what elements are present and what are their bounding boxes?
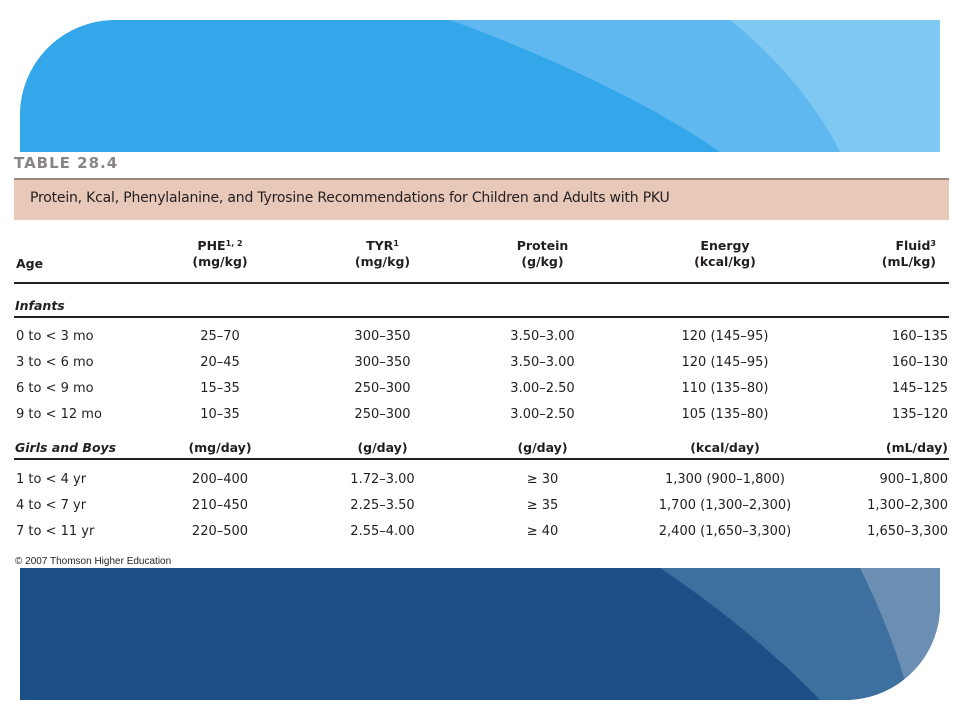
header-tyr-footnote: 1 — [393, 239, 399, 248]
header-fluid-unit: (mL/kg) — [881, 254, 936, 269]
header-energy — [640, 238, 810, 270]
cell-energy: 110 (135–80) — [681, 381, 769, 396]
cell-fluid: 1,300–2,300 — [867, 498, 948, 513]
unit-tyr: (g/day) — [357, 440, 408, 455]
cell-energy: 1,300 (900–1,800) — [664, 472, 786, 487]
header-fluid — [840, 238, 936, 270]
cell-protein: 3.00–2.50 — [510, 381, 575, 396]
cell-age: 3 to < 6 mo — [16, 355, 94, 370]
cell-energy: 120 (145–95) — [681, 355, 769, 370]
cell-age: 9 to < 12 mo — [16, 407, 102, 422]
bottom-banner-swoosh — [20, 568, 940, 700]
header-protein — [495, 238, 590, 270]
cell-age: 1 to < 4 yr — [16, 472, 87, 487]
header-fluid-label: Fluid — [895, 238, 931, 253]
unit-phe: (mg/day) — [188, 440, 252, 455]
unit-energy: (kcal/day) — [690, 440, 760, 455]
header-energy-unit: (kcal/kg) — [694, 254, 756, 269]
top-banner-swoosh — [20, 20, 940, 152]
cell-phe: 20–45 — [200, 355, 240, 370]
cell-phe: 210–450 — [191, 498, 249, 513]
cell-phe: 220–500 — [191, 524, 249, 539]
table-title-bar — [14, 178, 949, 220]
section-girls-boys-rule — [14, 458, 949, 460]
cell-fluid: 160–130 — [891, 355, 948, 370]
header-age: Age — [16, 256, 44, 271]
cell-protein: ≥ 40 — [526, 524, 559, 539]
cell-age: 7 to < 11 yr — [16, 524, 95, 539]
section-infants-label: Infants — [15, 298, 65, 313]
copyright-notice: © 2007 Thomson Higher Education — [15, 556, 172, 567]
header-phe-label: PHE — [197, 238, 226, 253]
header-tyr-label: TYR — [366, 238, 394, 253]
header-phe-unit: (mg/kg) — [192, 254, 248, 269]
cell-protein: ≥ 35 — [526, 498, 559, 513]
unit-protein: (g/day) — [517, 440, 568, 455]
section-infants-rule — [14, 316, 949, 318]
cell-tyr: 300–350 — [354, 329, 411, 344]
cell-phe: 10–35 — [200, 407, 240, 422]
cell-tyr: 250–300 — [354, 407, 411, 422]
cell-age: 6 to < 9 mo — [16, 381, 94, 396]
cell-tyr: 250–300 — [354, 381, 411, 396]
header-tyr — [335, 238, 430, 270]
unit-fluid: (mL/day) — [885, 440, 948, 455]
header-protein-unit: (g/kg) — [521, 254, 564, 269]
cell-energy: 105 (135–80) — [681, 407, 769, 422]
cell-age: 0 to < 3 mo — [16, 329, 94, 344]
header-rule — [14, 282, 949, 284]
cell-tyr: 2.25–3.50 — [350, 498, 415, 513]
cell-fluid: 145–125 — [891, 381, 948, 396]
cell-energy: 2,400 (1,650–3,300) — [658, 524, 792, 539]
header-energy-label: Energy — [700, 238, 750, 253]
cell-energy: 120 (145–95) — [681, 329, 769, 344]
header-fluid-footnote: 3 — [930, 239, 936, 248]
cell-protein: 3.50–3.00 — [510, 329, 575, 344]
section-girls-boys-label: Girls and Boys — [15, 440, 117, 455]
header-tyr-unit: (mg/kg) — [354, 254, 411, 269]
top-decorative-banner — [20, 20, 940, 152]
header-phe — [175, 238, 265, 270]
table-title: Protein, Kcal, Phenylalanine, and Tyrosine Recommendations for Children and Adults with PKU — [30, 190, 670, 206]
pku-table — [0, 152, 960, 568]
cell-fluid: 900–1,800 — [879, 472, 948, 487]
cell-tyr: 300–350 — [354, 355, 411, 370]
cell-tyr: 2.55–4.00 — [350, 524, 415, 539]
cell-fluid: 160–135 — [891, 329, 948, 344]
cell-fluid: 135–120 — [891, 407, 948, 422]
cell-energy: 1,700 (1,300–2,300) — [658, 498, 792, 513]
cell-phe: 25–70 — [200, 329, 240, 344]
cell-phe: 15–35 — [200, 381, 240, 396]
cell-tyr: 1.72–3.00 — [350, 472, 415, 487]
cell-fluid: 1,650–3,300 — [867, 524, 948, 539]
cell-protein: 3.00–2.50 — [510, 407, 575, 422]
cell-protein: 3.50–3.00 — [510, 355, 575, 370]
header-protein-label: Protein — [516, 238, 569, 253]
cell-age: 4 to < 7 yr — [16, 498, 87, 513]
cell-phe: 200–400 — [191, 472, 249, 487]
header-phe-footnote: 1, 2 — [225, 239, 243, 248]
cell-protein: ≥ 30 — [526, 472, 559, 487]
bottom-decorative-banner — [20, 568, 940, 700]
table-label: TABLE 28.4 — [14, 154, 119, 172]
